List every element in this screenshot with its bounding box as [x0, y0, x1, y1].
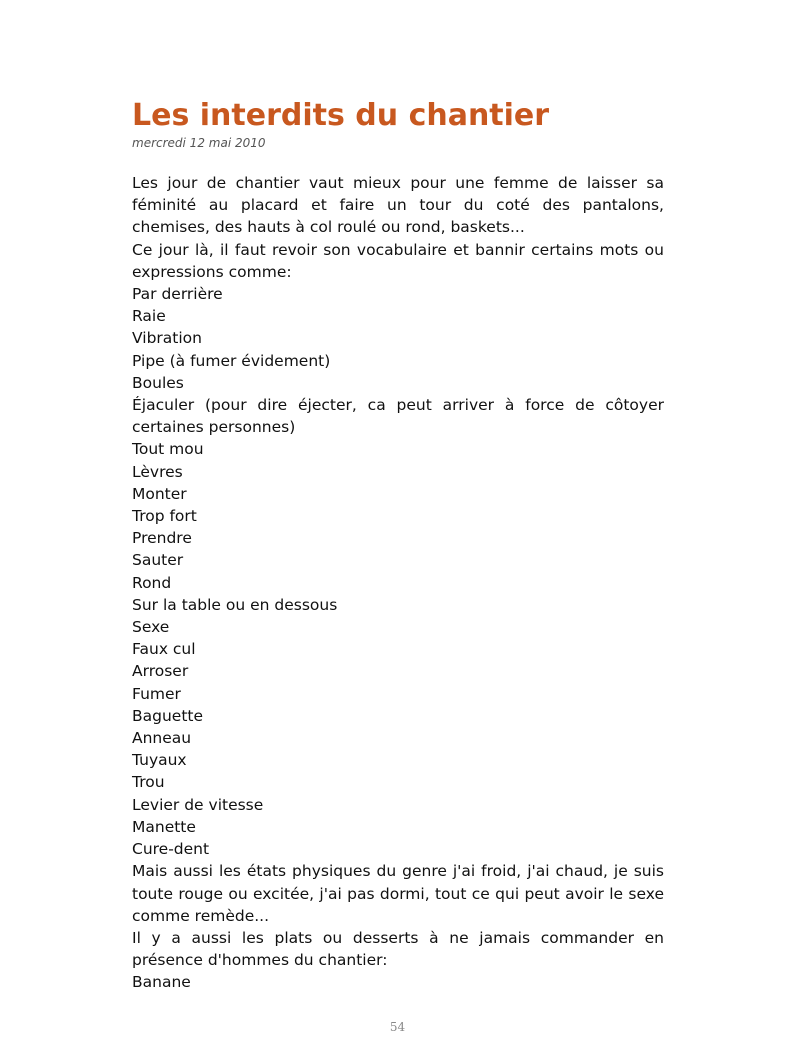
- dish-item: Banane: [132, 973, 191, 992]
- dishes-intro-paragraph: Il y a aussi les plats ou desserts à ne jamais commander en présence d'hommes du chantier:: [132, 928, 664, 970]
- word-item: Raie: [132, 307, 166, 326]
- post-date: mercredi 12 mai 2010: [132, 136, 266, 150]
- word-item: Sauter: [132, 551, 184, 570]
- word-item: Sexe: [132, 618, 170, 637]
- page-number: 54: [389, 1020, 406, 1034]
- word-item: Boules: [132, 373, 184, 392]
- word-item: Trou: [132, 773, 165, 792]
- word-item: Sur la table ou en dessous: [132, 595, 338, 614]
- word-item: Éjaculer (pour dire éjecter, ca peut arriver à force de côtoyer certaines personnes): [132, 396, 664, 437]
- word-item: Prendre: [132, 529, 192, 548]
- word-item: Lèvres: [132, 462, 183, 481]
- word-item: Cure-dent: [132, 840, 210, 859]
- article-body: [132, 172, 664, 994]
- word-item: Tout mou: [132, 440, 204, 459]
- word-item: Manette: [132, 817, 196, 836]
- word-item: Arroser: [132, 662, 189, 681]
- intro-paragraph: Les jour de chantier vaut mieux pour une femme de laisser sa féminité au placard et faire un tour du coté des pantalons, chemises, des hauts à col roulé ou rond, baskets...: [132, 174, 664, 237]
- word-item: Baguette: [132, 706, 204, 725]
- word-item: Vibration: [132, 329, 202, 348]
- vocab-intro-paragraph: Ce jour là, il faut revoir son vocabulaire et bannir certains mots ou expressions comme:: [132, 240, 664, 281]
- word-item: Pipe (à fumer évidement): [132, 351, 331, 370]
- word-item: Anneau: [132, 729, 192, 748]
- word-item: Levier de vitesse: [132, 795, 264, 814]
- word-item: Tuyaux: [132, 751, 187, 770]
- word-item: Par derrière: [132, 285, 223, 304]
- word-item: Trop fort: [132, 507, 197, 526]
- word-item: Faux cul: [132, 640, 196, 659]
- page-title: Les interdits du chantier: [132, 98, 550, 133]
- word-item: Fumer: [132, 684, 181, 703]
- word-item: Rond: [132, 573, 172, 592]
- physical-states-paragraph: Mais aussi les états physiques du genre j'ai froid, j'ai chaud, je suis toute rouge ou excitée, j'ai pas dormi, tout ce qui peut avoir le sexe comme remède...: [132, 862, 664, 925]
- word-item: Monter: [132, 484, 187, 503]
